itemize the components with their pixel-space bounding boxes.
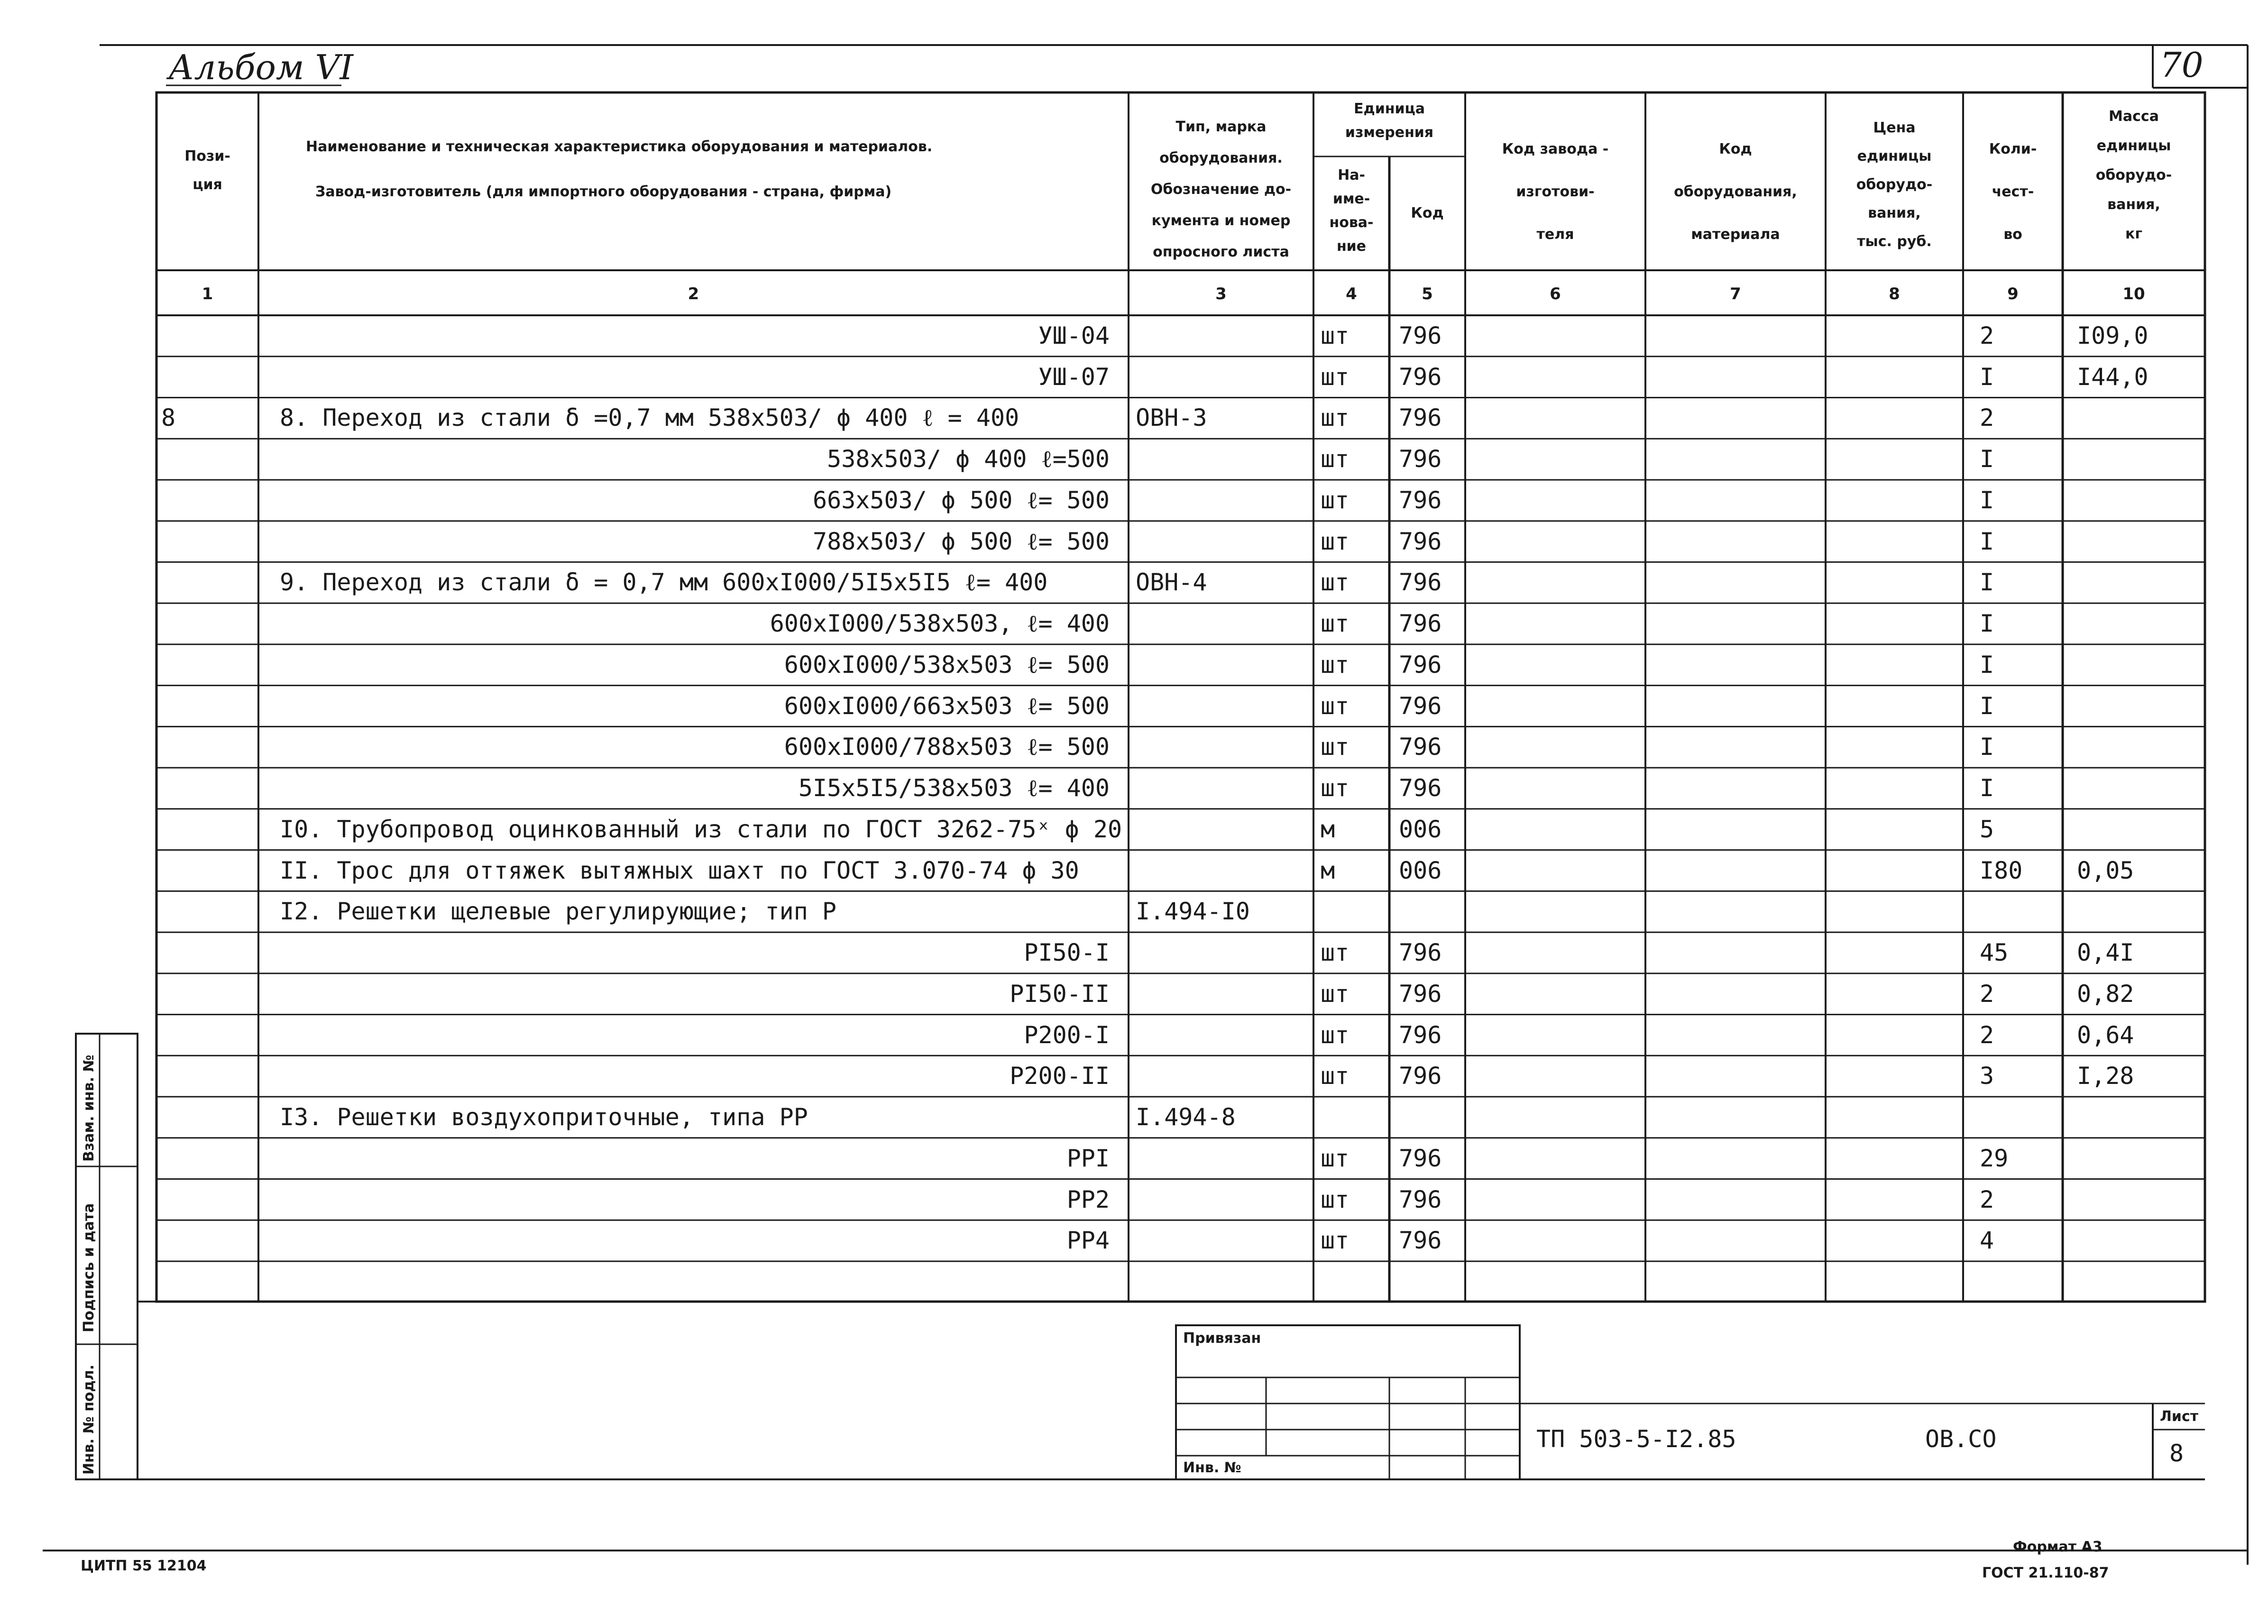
row-quantity: 2	[1980, 1185, 1994, 1213]
column-number: 3	[1215, 284, 1227, 303]
row-name: РР2	[1066, 1185, 1110, 1213]
row-quantity: I80	[1980, 856, 2023, 884]
row-mass: I09,0	[2077, 322, 2149, 349]
row-unit: шт	[1321, 610, 1350, 638]
row-quantity: 3	[1980, 1062, 1994, 1090]
row-unit-code: 796	[1399, 404, 1442, 432]
row-name: 8. Переход из стали δ =0,7 мм 538х503/ ϕ 400 ℓ = 400	[280, 404, 1019, 432]
row-quantity: I	[1980, 774, 1994, 802]
column-number: 7	[1730, 284, 1741, 303]
footer-gost: ГОСТ 21.110-87	[1982, 1565, 2109, 1581]
row-name: Р200-I	[1024, 1021, 1110, 1049]
row-unit-code: 796	[1399, 774, 1442, 802]
header-factory-code: Код завода - изготови- теля	[1502, 141, 1609, 243]
footer-left: ЦИТП 55 12104	[81, 1558, 207, 1574]
column-number: 8	[1889, 284, 1900, 303]
stamp-sheet-label: Лист	[2160, 1408, 2199, 1425]
column-number: 4	[1346, 284, 1357, 303]
row-name: 600хI000/663х503 ℓ= 500	[784, 692, 1110, 720]
stamp-doc-code: ТП 503-5-I2.85	[1536, 1425, 1736, 1453]
column-number: 10	[2122, 284, 2145, 303]
column-number: 9	[2007, 284, 2019, 303]
row-unit: шт	[1321, 939, 1350, 967]
album-title: Альбом VI	[168, 47, 353, 87]
header-type: Тип, марка оборудования. Обозначение до- кумента и номер опросного листа	[1150, 119, 1292, 260]
footer-format: Формат А3	[2013, 1539, 2103, 1555]
row-position: 8	[161, 404, 176, 432]
row-quantity: 4	[1980, 1227, 1994, 1255]
stamp-section: ОВ.СО	[1925, 1425, 1997, 1453]
row-unit: шт	[1321, 1021, 1350, 1049]
row-mass: 0,82	[2077, 980, 2134, 1008]
row-unit: шт	[1321, 1185, 1350, 1213]
page-number: 70	[2160, 45, 2204, 85]
row-quantity: I	[1980, 527, 1994, 555]
header-quantity: Коли- чест- во	[1989, 141, 2037, 243]
row-name: 5I5х5I5/538х503 ℓ= 400	[798, 774, 1110, 802]
row-name: 663х503/ ϕ 500 ℓ= 500	[812, 486, 1110, 514]
row-name: I0. Трубопровод оцинкованный из стали по ГОСТ 3262-75ˣ ϕ 20	[280, 815, 1122, 843]
row-unit: шт	[1321, 980, 1350, 1008]
row-name: РРI	[1066, 1144, 1110, 1172]
row-unit-code: 796	[1399, 1144, 1442, 1172]
row-unit-code: 796	[1399, 322, 1442, 349]
row-quantity: 2	[1980, 980, 1994, 1008]
row-quantity: 5	[1980, 815, 1994, 843]
row-unit: шт	[1321, 651, 1350, 679]
row-unit: шт	[1321, 1227, 1350, 1255]
row-name: УШ-07	[1038, 363, 1110, 391]
row-unit-code: 796	[1399, 445, 1442, 473]
row-type: I.494-I0	[1136, 898, 1250, 926]
row-unit-code: 796	[1399, 1021, 1442, 1049]
row-type: ОВН-4	[1136, 569, 1207, 596]
row-unit-code: 796	[1399, 486, 1442, 514]
row-name: РI50-II	[1010, 980, 1110, 1008]
row-unit-code: 796	[1399, 527, 1442, 555]
row-mass: 0,4I	[2077, 939, 2134, 967]
row-name: 538х503/ ϕ 400 ℓ=500	[827, 445, 1110, 473]
row-quantity: I	[1980, 610, 1994, 638]
row-name: РI50-I	[1024, 939, 1110, 967]
header-unit-code: Код	[1411, 205, 1444, 221]
stamp-inv-no: Инв. №	[1183, 1459, 1241, 1476]
row-quantity: 2	[1980, 322, 1994, 349]
row-unit: шт	[1321, 1062, 1350, 1090]
row-name: I2. Решетки щелевые регулирующие; тип Р	[280, 898, 836, 926]
header-unit-name: На- име- нова- ние	[1329, 167, 1374, 255]
row-quantity: 2	[1980, 1021, 1994, 1049]
row-unit: шт	[1321, 774, 1350, 802]
row-unit-code: 796	[1399, 569, 1442, 596]
row-unit: шт	[1321, 569, 1350, 596]
row-mass: I44,0	[2077, 363, 2149, 391]
row-quantity: I	[1980, 486, 1994, 514]
row-name: I3. Решетки воздухоприточные, типа РР	[280, 1103, 808, 1131]
row-quantity: I	[1980, 363, 1994, 391]
row-unit: шт	[1321, 404, 1350, 432]
side-label-vzam-inv: Взам. инв. №	[81, 1055, 97, 1162]
header-unit-group: Единица измерения	[1345, 101, 1434, 141]
row-name: II. Трос для оттяжек вытяжных шахт по ГОСТ 3.070-74 ϕ 30	[280, 856, 1079, 884]
row-name: 600хI000/788х503 ℓ= 500	[784, 733, 1110, 761]
column-number: 5	[1422, 284, 1433, 303]
row-quantity: I	[1980, 733, 1994, 761]
row-unit-code: 796	[1399, 1185, 1442, 1213]
row-mass: I,28	[2077, 1062, 2134, 1090]
column-number: 1	[202, 284, 213, 303]
row-quantity: I	[1980, 445, 1994, 473]
row-name: 9. Переход из стали δ = 0,7 мм 600хI000/5I5х5I5 ℓ= 400	[280, 569, 1048, 596]
side-label-inv-podl: Инв. № подл.	[81, 1364, 97, 1475]
row-quantity: 29	[1980, 1144, 2009, 1172]
row-unit-code: 796	[1399, 610, 1442, 638]
row-unit: шт	[1321, 1144, 1350, 1172]
row-unit-code: 006	[1399, 815, 1442, 843]
column-number: 2	[688, 284, 699, 303]
row-name: Р200-II	[1010, 1062, 1110, 1090]
row-unit-code: 796	[1399, 1062, 1442, 1090]
column-number: 6	[1550, 284, 1561, 303]
row-unit: шт	[1321, 322, 1350, 349]
row-name: 600хI000/538х503, ℓ= 400	[770, 610, 1110, 638]
row-unit-code: 796	[1399, 363, 1442, 391]
row-unit-code: 796	[1399, 980, 1442, 1008]
row-unit: шт	[1321, 445, 1350, 473]
row-mass: 0,64	[2077, 1021, 2134, 1049]
row-unit: шт	[1321, 486, 1350, 514]
header-mass: Масса единицы оборудо- вания, кг	[2095, 108, 2172, 242]
row-unit: шт	[1321, 733, 1350, 761]
side-label-podpis-data: Подпись и дата	[81, 1203, 97, 1332]
header-price: Цена единицы оборудо- вания, тыс. руб.	[1856, 119, 1933, 250]
row-unit: шт	[1321, 363, 1350, 391]
row-mass: 0,05	[2077, 856, 2134, 884]
row-name: РР4	[1066, 1227, 1110, 1255]
row-type: I.494-8	[1136, 1103, 1236, 1131]
stamp-privyazan: Привязан	[1183, 1330, 1261, 1347]
row-unit-code: 796	[1399, 733, 1442, 761]
row-quantity: I	[1980, 651, 1994, 679]
row-quantity: I	[1980, 569, 1994, 596]
row-unit-code: 796	[1399, 692, 1442, 720]
stamp-sheet-number: 8	[2169, 1440, 2184, 1467]
row-unit-code: 796	[1399, 939, 1442, 967]
row-quantity: 45	[1980, 939, 2009, 967]
row-unit: м	[1321, 856, 1335, 884]
row-name: 600хI000/538х503 ℓ= 500	[784, 651, 1110, 679]
row-name: УШ-04	[1038, 322, 1110, 349]
header-name-line2: Завод-изготовитель (для импортного оборудования - страна, фирма)	[315, 184, 892, 200]
row-unit: шт	[1321, 692, 1350, 720]
row-quantity: 2	[1980, 404, 1994, 432]
row-unit: шт	[1321, 527, 1350, 555]
header-position: Пози- ция	[184, 148, 230, 193]
row-unit: м	[1321, 815, 1335, 843]
header-name-line1: Наименование и техническая характеристика оборудования и материалов.	[306, 138, 933, 155]
row-unit-code: 796	[1399, 651, 1442, 679]
header-equipment-code: Код оборудования, материала	[1674, 141, 1797, 243]
row-unit-code: 796	[1399, 1227, 1442, 1255]
row-quantity: I	[1980, 692, 1994, 720]
row-type: ОВН-3	[1136, 404, 1207, 432]
row-name: 788х503/ ϕ 500 ℓ= 500	[812, 527, 1110, 555]
row-unit-code: 006	[1399, 856, 1442, 884]
